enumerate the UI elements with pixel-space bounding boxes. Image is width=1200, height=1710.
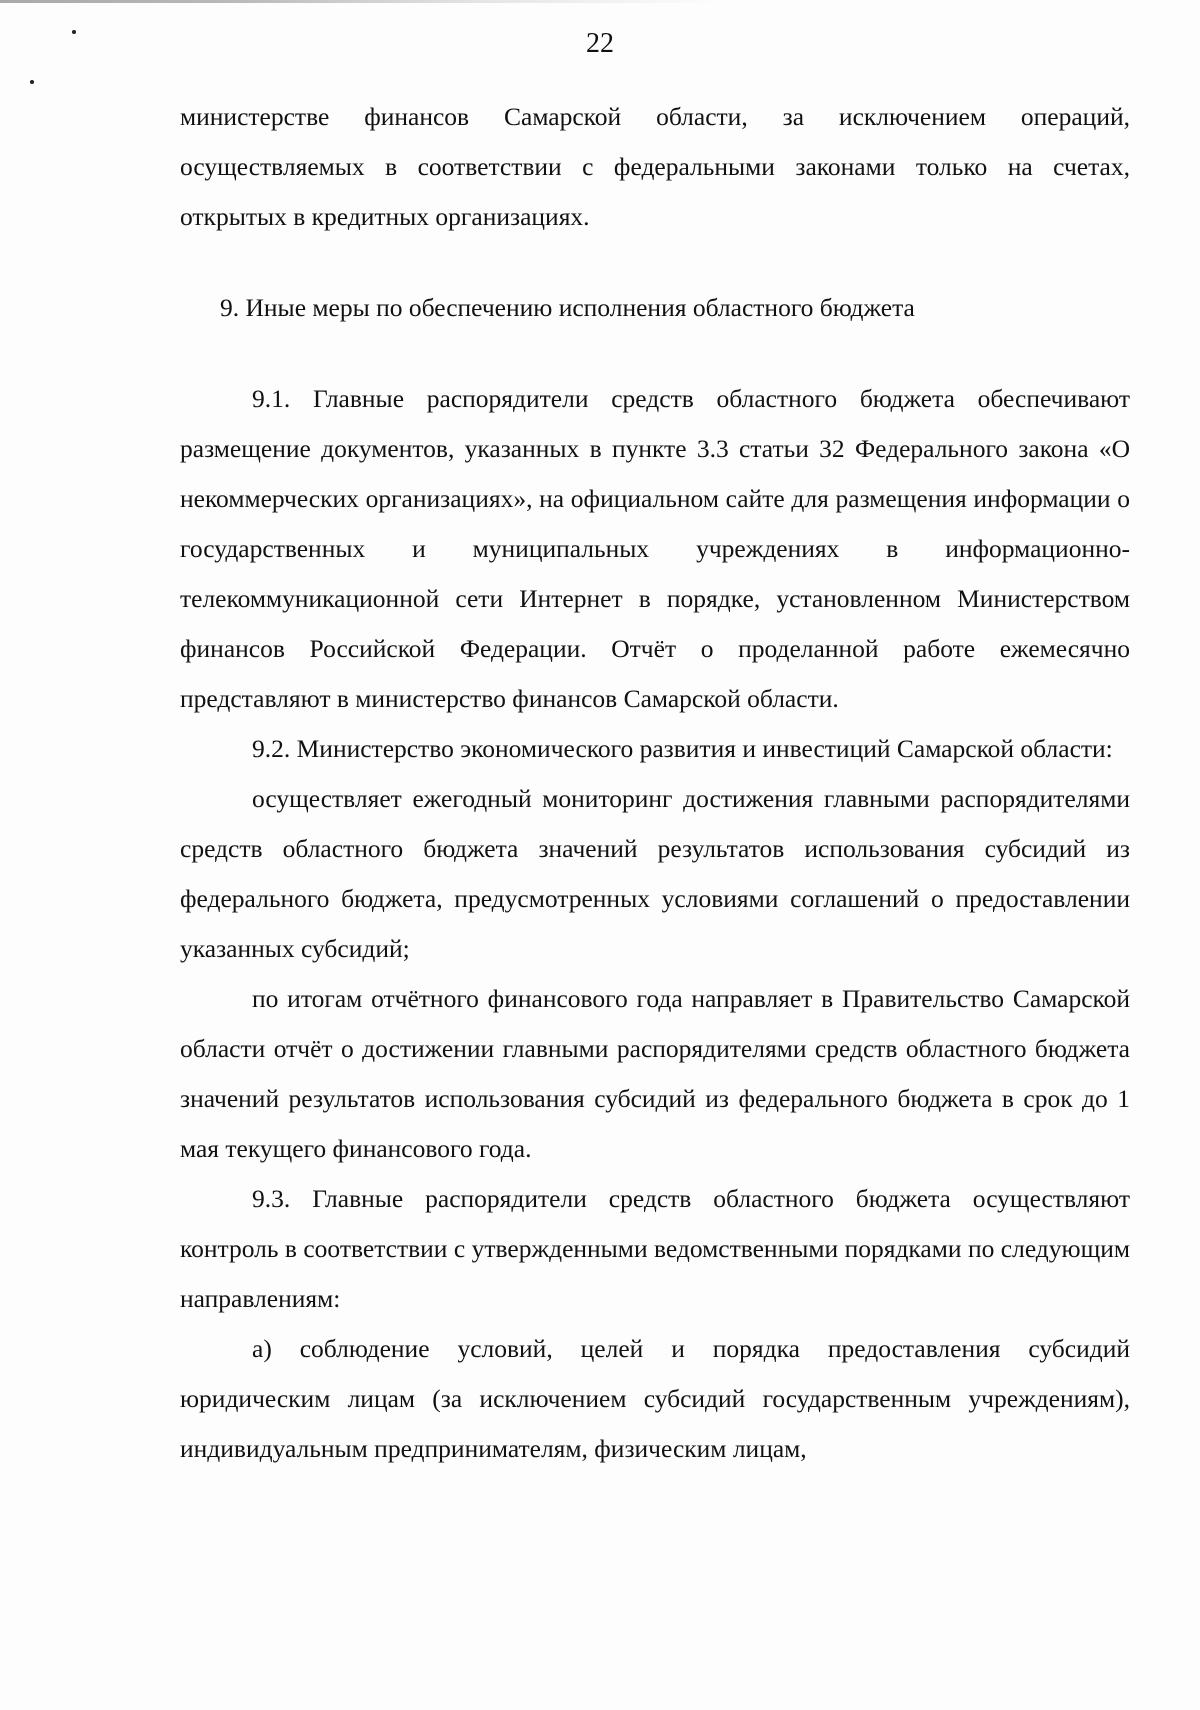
- page-number: 22: [586, 28, 614, 59]
- scan-speck: [30, 80, 34, 84]
- paragraph-9-3: 9.3. Главные распорядители средств областного бюджета осуществляют контроль в соответствии с утвержденными ведомственными порядками по следующим направлениям:: [180, 1184, 1130, 1313]
- scan-edge-shadow: [0, 0, 1200, 3]
- section-heading: 9. Иные меры по обеспечению исполнения областного бюджета: [220, 293, 915, 322]
- document-body: [180, 92, 1130, 1474]
- paragraph-report: по итогам отчётного финансового года направляет в Правительство Самарской области отчёт о достижении главными распорядителями средств областного бюджета значений результатов использования субсидий из федерального бюджета в срок до 1 мая текущего финансового года.: [180, 984, 1130, 1163]
- paragraph-9-2: 9.2. Министерство экономического развития и инвестиций Самарской области:: [252, 734, 1113, 763]
- paragraph-continuation: министерстве финансов Самарской области, за исключением операций, осуществляемых в соответствии с федеральными законами только на счетах, открытых в кредитных организациях.: [180, 102, 1130, 231]
- paragraph-9-1: 9.1. Главные распорядители средств областного бюджета обеспечивают размещение документов, указанных в пункте 3.3 статьи 32 Федерального закона «О некоммерческих организациях», на официальном сайте для размещения информации о государственных и муниципальных учреждениях в информационно-телекоммуникационной сети Интернет в порядке, установленном Министерством финансов Российской Федерации. Отчёт о проделанной работе ежемесячно представляют в министерство финансов Самарской области.: [180, 384, 1130, 713]
- paragraph-monitoring: осуществляет ежегодный мониторинг достижения главными распорядителями средств областного бюджета значений результатов использования субсидий из федерального бюджета, предусмотренных условиями соглашений о предоставлении указанных субсидий;: [180, 784, 1130, 963]
- paragraph-item-a: а) соблюдение условий, целей и порядка предоставления субсидий юридическим лицам (за исключением субсидий государственным учреждениям), индивидуальным предпринимателям, физическим лицам,: [180, 1334, 1130, 1463]
